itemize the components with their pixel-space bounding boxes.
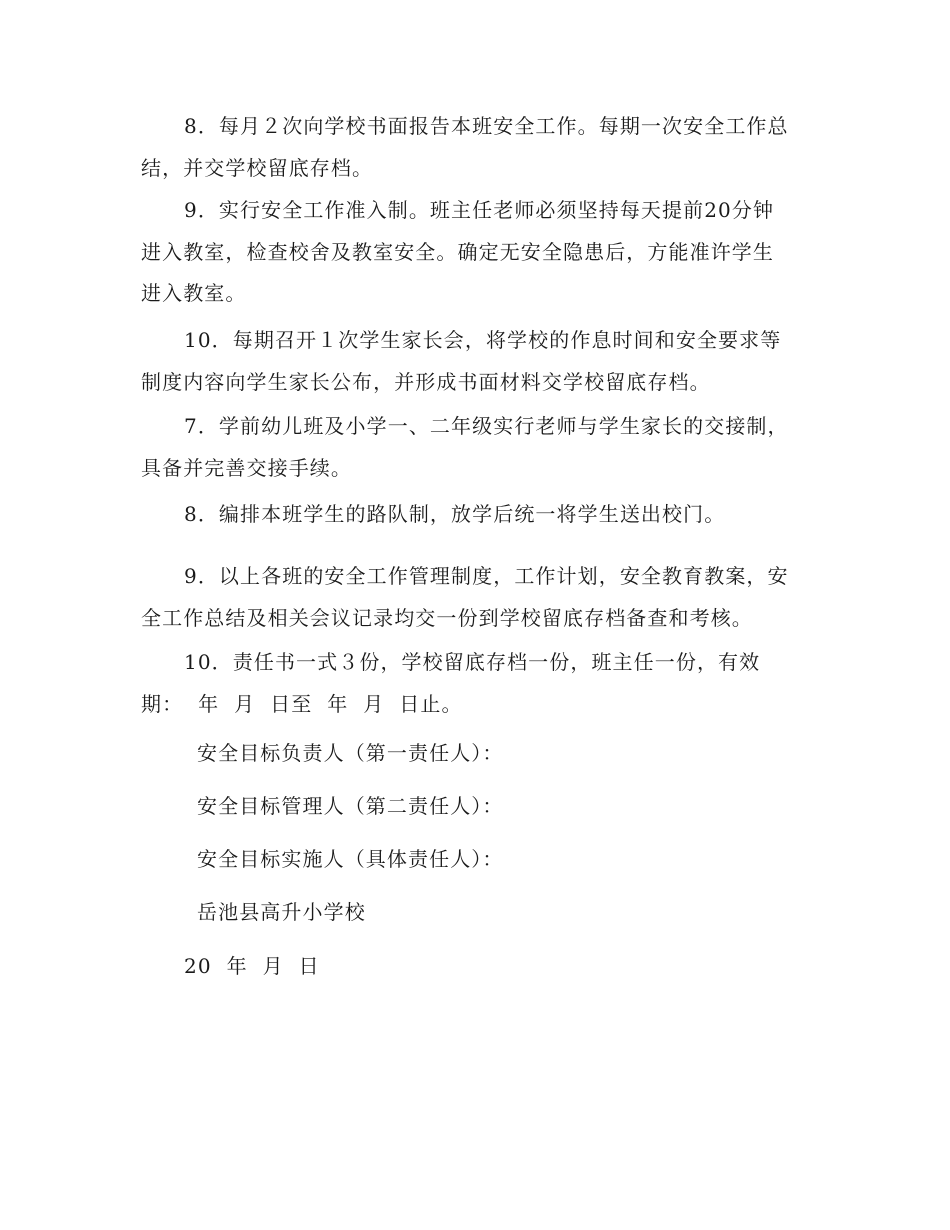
paragraph-8-route-team <box>141 494 806 536</box>
paragraph-line: 全工作总结及相关会议记录均交一份到学校留底存档备查和考核。 <box>141 605 753 630</box>
paragraph-line: 8．编排本班学生的路队制，放学后统一将学生送出校门。 <box>184 502 726 526</box>
paragraph-9-archiving <box>141 556 806 639</box>
paragraph-line: 制度内容向学生家长公布，并形成书面材料交学校留底存档。 <box>141 369 711 394</box>
signature-safety-manager: 安全目标管理人（第二责任人）： <box>197 794 504 818</box>
paragraph-10-validity <box>141 642 806 725</box>
paragraph-line: 期： 年 月 日至 年 月 日止。 <box>141 691 463 716</box>
signature-safety-implementer: 安全目标实施人（具体责任人）： <box>197 847 504 871</box>
paragraph-line: 具备并完善交接手续。 <box>141 455 352 480</box>
paragraph-10-parent-meeting <box>141 320 806 403</box>
paragraph-line: 结，并交学校留底存档。 <box>141 155 374 180</box>
paragraph-line: 进入教室，检查校舍及教室安全。确定无安全隐患后，方能准许学生 <box>141 239 774 264</box>
paragraph-line: 进入教室。 <box>141 281 247 305</box>
date-line: 20 年 月 日 <box>184 954 320 978</box>
paragraph-line: 10．责任书一式３份，学校留底存档一份，班主任一份，有效 <box>184 650 761 674</box>
school-name: 岳池县高升小学校 <box>197 900 366 924</box>
signature-safety-responsible: 安全目标负责人（第一责任人）： <box>197 741 504 765</box>
paragraph-line: 7．学前幼儿班及小学一、二年级实行老师与学生家长的交接制， <box>184 414 789 438</box>
paragraph-line: 10．每期召开１次学生家长会，将学校的作息时间和安全要求等 <box>184 328 782 352</box>
paragraph-9-access-system <box>141 190 806 315</box>
paragraph-8-monthly-report <box>141 106 806 189</box>
paragraph-line: 8．每月２次向学校书面报告本班安全工作。每期一次安全工作总 <box>184 114 789 138</box>
paragraph-7-handover <box>141 406 806 489</box>
paragraph-line: 9．实行安全工作准入制。班主任老师必须坚持每天提前20分钟 <box>184 198 775 222</box>
paragraph-line: 9．以上各班的安全工作管理制度，工作计划，安全教育教案，安 <box>184 564 789 588</box>
